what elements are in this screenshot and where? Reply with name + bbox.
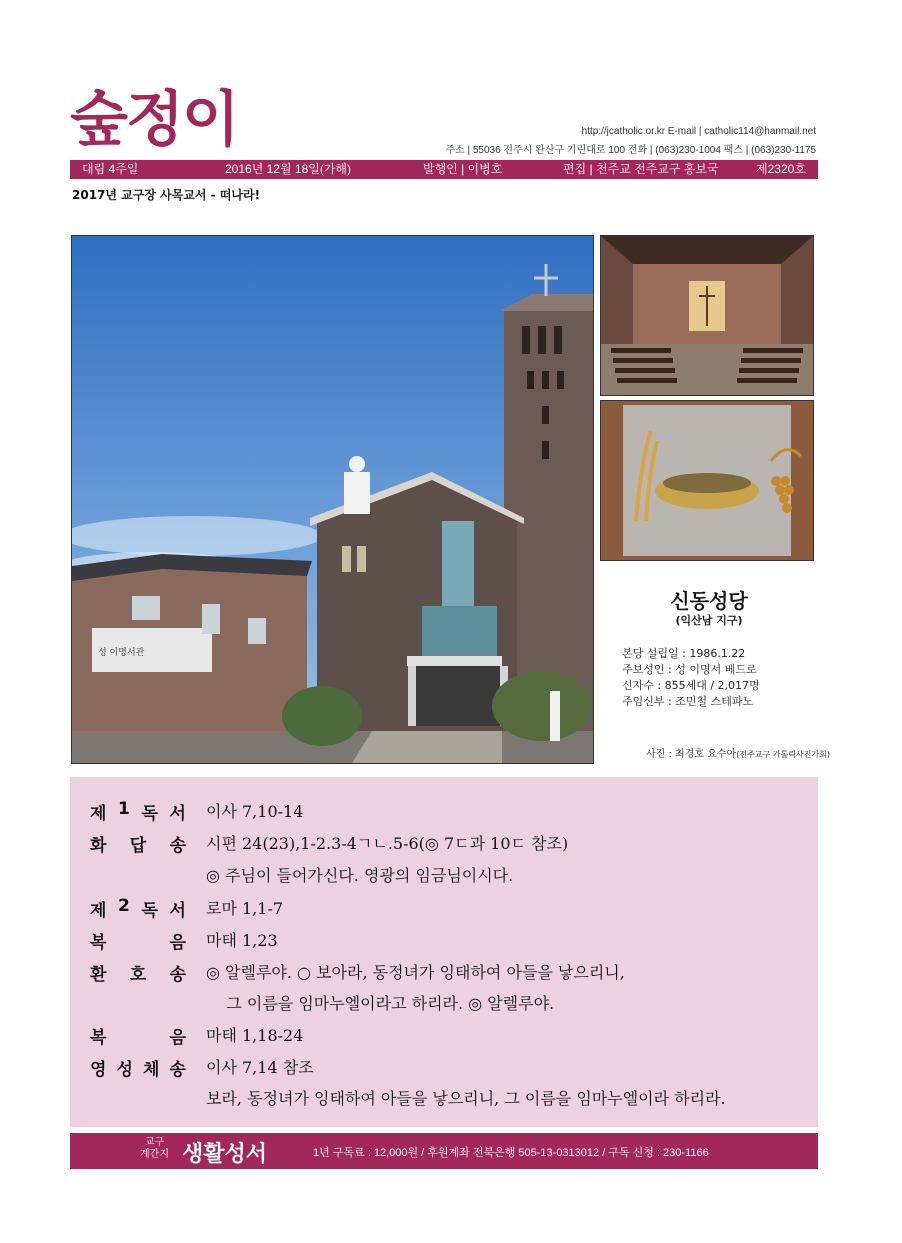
pastoral-letter-title: 2017년 교구장 사목교서 - 떠나라! — [72, 188, 261, 202]
pastor: 주임신부 : 조민철 스테파노 — [622, 695, 754, 708]
subscription-info: 1년 구독료 : 12,000원 / 후원계좌 전북은행 505-13-0313012 / 구독 신청 : 230-1166 — [313, 1147, 709, 1159]
reading-text: 그 이름을 임마누엘이라고 하리라. ◎ 알렐루야. — [206, 994, 555, 1013]
photo-credit — [646, 745, 830, 760]
editor: 편집 | 천주교 전주교구 홍보국 — [563, 162, 719, 176]
footer-magazine-tag — [140, 1137, 169, 1161]
photo-credit-name: 사진 : 최경호 요수아 — [646, 749, 737, 760]
reading-label: 제 2 독 서 — [90, 896, 186, 921]
footer-tag-top: 교구 — [144, 1137, 165, 1148]
altar-relief-photo — [600, 400, 814, 561]
reading-text: 보라, 동정녀가 잉태하여 아들을 낳으리니, 그 이름을 임마누엘이라 하리라. — [206, 1089, 726, 1108]
photo-credit-org: (전주교구 가톨릭사진가회) — [736, 750, 830, 759]
reading-text: 로마 1,1-7 — [206, 899, 284, 918]
patron-saint: 주보성인 : 성 이명서 베드로 — [622, 663, 757, 676]
contact-web-email: http://jcatholic.or.kr E-mail | catholic114@hanmail.net — [581, 126, 816, 137]
contact-address: 주소 | 55036 전주시 완산구 기린대로 100 전화 | (063)230-1004 팩스 | (063)230-1175 — [445, 145, 816, 156]
footer-tag-bottom: 계간지 — [140, 1149, 169, 1160]
mass-readings-box — [70, 777, 818, 1127]
reading-label: 환 호 송 — [90, 965, 186, 985]
magazine-logo: 생활성서 — [182, 1141, 268, 1167]
church-exterior-photo — [71, 235, 594, 764]
reading-text: ◎ 주님이 들어가신다. 영광의 임금님이시다. — [206, 866, 514, 885]
reading-label: 복 음 — [90, 1028, 186, 1048]
masthead-logo: 숲정이 — [70, 85, 238, 155]
building-sign: 성 이명서관 — [98, 648, 145, 658]
reading-text: 시편 24(23),1-2.3-4ㄱㄴ.5-6(◎ 7ㄷ과 10ㄷ 참조) — [206, 834, 569, 853]
parishioner-count: 신자수 : 855세대 / 2,017명 — [622, 679, 760, 692]
founding-date: 본당 설립일 : 1986.1.22 — [622, 647, 746, 660]
reading-label: 화 답 송 — [90, 836, 186, 856]
reading-text: 이사 7,10-14 — [206, 802, 304, 821]
church-region: (익산남 지구) — [675, 614, 743, 627]
reading-text: 이사 7,14 참조 — [206, 1058, 314, 1077]
publisher: 발행인 | 이병호 — [423, 162, 503, 176]
church-interior-photo — [600, 235, 814, 396]
reading-text: 마태 1,23 — [206, 931, 278, 950]
issue-date: 2016년 12월 18일(가해) — [225, 162, 352, 176]
footer-bar — [70, 1133, 818, 1169]
church-info-list — [622, 646, 760, 710]
issue-info-bar — [70, 160, 818, 179]
reading-text: ◎ 알렐루야. ○ 보아라, 동정녀가 잉태하여 아들을 낳으리니, — [206, 963, 625, 982]
reading-label: 복 음 — [90, 933, 186, 953]
liturgical-week: 대림 4주일 — [82, 162, 139, 176]
reading-text: 마태 1,18-24 — [206, 1026, 304, 1045]
reading-label: 영 성 체 송 — [90, 1060, 186, 1080]
church-name: 신동성당 — [670, 589, 748, 613]
issue-number: 제2320호 — [756, 162, 806, 176]
reading-label: 제 1 독 서 — [90, 799, 186, 824]
